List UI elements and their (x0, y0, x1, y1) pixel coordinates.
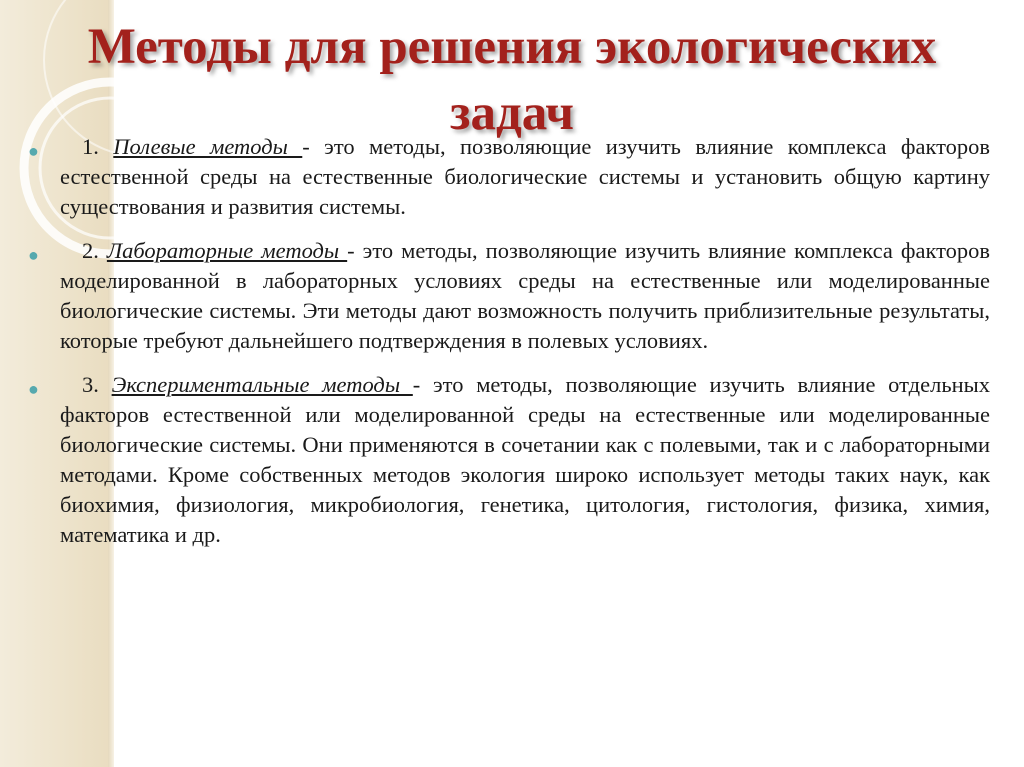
item-term: Полевые методы (113, 134, 303, 159)
round-bullet-icon: ● (28, 245, 39, 265)
item-number: 1. (82, 134, 99, 159)
item-term: Лабораторные методы (106, 238, 348, 263)
round-bullet-icon: ● (28, 379, 39, 399)
item-number: 2. (82, 238, 99, 263)
item-description: - это методы, позволяющие изучить влияние отдельных факторов естественной или моделированной среды на естественные или моделированные биологические системы. Они применяются в сочетании как с полевыми, так и с лабораторными методами. Кроме собственных методов экология широко использует методы таких наук, как биохимия, физиология, микробиология, генетика, цитология, гистология, физика, химия, математика и др. (60, 372, 991, 547)
list-item-field-methods (28, 132, 990, 222)
item-number: 3. (82, 372, 99, 397)
round-bullet-icon: ● (28, 141, 39, 161)
slide-title: Методы для решения экологических задач (87, 19, 937, 141)
list-item-experimental-methods (28, 370, 991, 550)
slide-content (28, 132, 991, 550)
item-description: - это методы, позволяющие изучить влияние комплекса факторов моделированной в лабораторных условиях среды на естественные или моделированные биологические системы. Эти методы дают возможность получить приблизительные результаты, которые требуют дальнейшего подтверждения в полевых условиях. (60, 238, 991, 353)
item-description: - это методы, позволяющие изучить влияние комплекса факторов естественной среды на естественные биологические системы и установить общую картину существования и развития системы. (60, 134, 990, 219)
list-item-lab-methods (28, 236, 991, 356)
item-term: Экспериментальные методы (111, 372, 413, 397)
